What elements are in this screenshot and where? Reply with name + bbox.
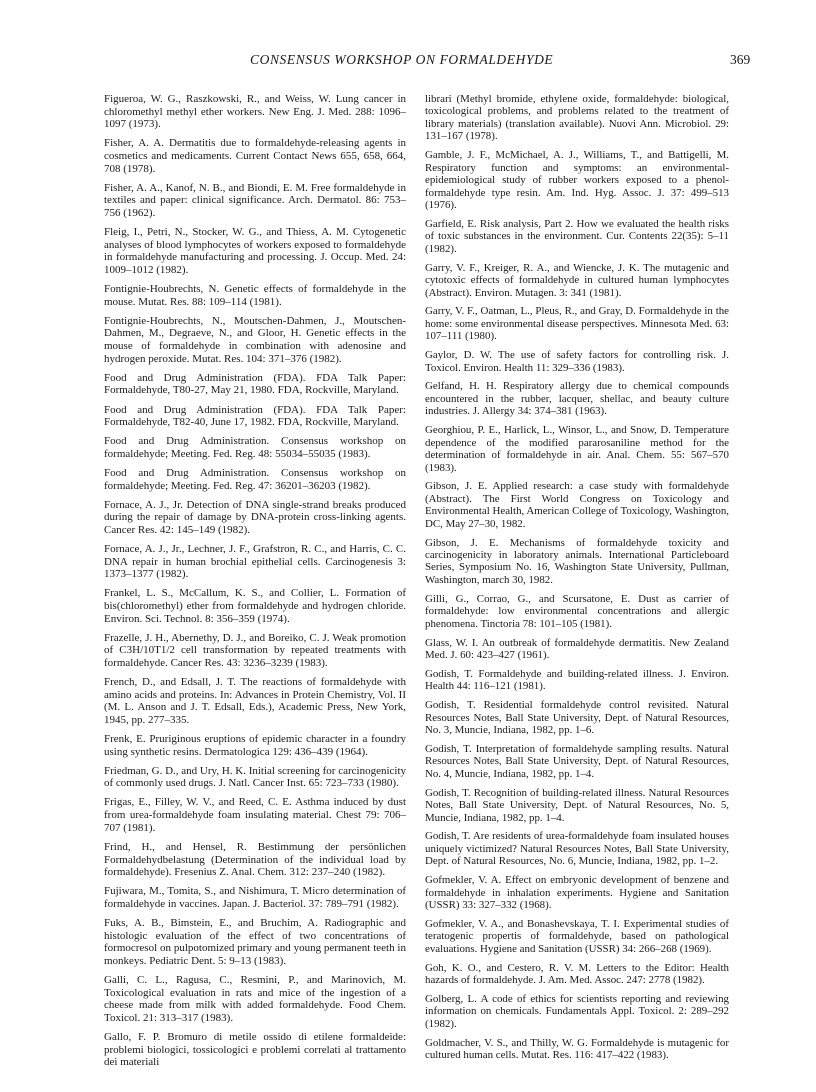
reference-entry: Godish, T. Residential formaldehyde control revisited. Natural Resources Notes, Ball State University, Dept. of Natural Resources, No. 3, Muncie, Indiana, 1982, pp. 1–6.: [425, 699, 729, 737]
reference-entry: Food and Drug Administration (FDA). FDA Talk Paper: Formaldehyde, T80-27, May 21, 1980. FDA, Rockville, Maryland.: [104, 371, 406, 397]
reference-entry: Gaylor, D. W. The use of safety factors for controlling risk. J. Toxicol. Environ. Health 11: 329–336 (1983).: [425, 349, 729, 374]
reference-entry: Frankel, L. S., McCallum, K. S., and Collier, L. Formation of bis(chloromethyl) ether from formaldehyde and hydrogen chloride. Environ. Sci. Technol. 8: 356–359 (1974).: [104, 587, 406, 625]
reference-entry: Gelfand, H. H. Respiratory allergy due to chemical compounds encountered in the rubber, lacquer, shellac, and beauty culture industries. J. Allergy 34: 374–381 (1963).: [425, 380, 729, 418]
reference-entry: Galli, C. L., Ragusa, C., Resmini, P., and Marinovich, M. Toxicological evaluation in rats and mice of the ingestion of a cheese made from milk with added formaldehyde. Food Chem. Toxicol. 21: 313–317 (1983).: [104, 973, 406, 1024]
reference-entry: Food and Drug Administration. Consensus workshop on formaldehyde; Meeting. Fed. Reg. 48: 55034–55035 (1983).: [104, 435, 406, 460]
page-number: 369: [730, 52, 751, 67]
reference-entry: Food and Drug Administration. Consensus workshop on formaldehyde; Meeting. Fed. Reg. 47: 36201–36203 (1982).: [104, 466, 406, 492]
reference-entry: Gibson, J. E. Applied research: a case study with formaldehyde (Abstract). The First World Congress on Toxicology and Environmental Health, American College of Toxicology, Washington, DC, May 27–30, 1982.: [425, 480, 729, 530]
reference-entry: Gamble, J. F., McMichael, A. J., Williams, T., and Battigelli, M. Respiratory function and symptoms: an environmental-epidemiological study of rubber workers exposed to a phenol-formaldehyde type resin. Am. Ind. Hyg. Assoc. J. 37: 499–513 (1976).: [425, 149, 729, 212]
reference-entry: Fontignie-Houbrechts, N. Genetic effects of formaldehyde in the mouse. Mutat. Res. 88: 109–114 (1981).: [104, 283, 406, 308]
reference-entry: Frazelle, J. H., Abernethy, D. J., and Boreiko, C. J. Weak promotion of C3H/10T1/2 cell transformation by repeated treatments with formaldehyde. Cancer Res. 43: 3236–3239 (1983).: [104, 631, 406, 670]
reference-entry: Fornace, A. J., Jr. Detection of DNA single-strand breaks produced during the repair of damage by DNA-protein cross-linking agents. Cancer Res. 42: 145–149 (1982).: [104, 498, 406, 536]
reference-entry: Gibson, J. E. Mechanisms of formaldehyde toxicity and carcinogenicity in laboratory animals. International Particleboard Series, Symposium No. 16, Washington State University, Pullman, Washington, march 30, 1982.: [425, 536, 729, 586]
reference-entry: Fisher, A. A. Dermatitis due to formaldehyde-releasing agents in cosmetics and medicaments. Current Contact News 655, 658, 664, 708 (1978).: [104, 137, 406, 175]
reference-entry: Fujiwara, M., Tomita, S., and Nishimura, T. Micro determination of formaldehyde in vaccines. Japan. J. Bacteriol. 37: 789–791 (1982).: [104, 885, 406, 910]
reference-entry: Fornace, A. J., Jr., Lechner, J. F., Grafstron, R. C., and Harris, C. C. DNA repair in human brochial epithelial cells. Carcinogenesis 3: 1373–1377 (1982).: [104, 542, 406, 581]
reference-entry: Godish, T. Recognition of building-related illness. Natural Resources Notes, Ball State University, Dept. of Natural Resources, No. 5, Muncie, Indiana, 1982, pp. 1–4.: [425, 786, 729, 824]
reference-entry: Glass, W. I. An outbreak of formaldehyde dermatitis. New Zealand Med. J. 60: 423–427 (1961).: [425, 636, 729, 661]
reference-entry: Gilli, G., Corrao, G., and Scursatone, E. Dust as carrier of formaldehyde: low environmental concentrations and allergic phenomena. Tinctoria 78: 101–105 (1981).: [425, 592, 729, 630]
reference-entry: Frind, H., and Hensel, R. Bestimmung der persönlichen Formaldehydbelastung (Determination of the individual load by formaldehyde). Fresenius Z. Anal. Chem. 312: 237–240 (1982).: [104, 840, 406, 879]
reference-entry: Fontignie-Houbrechts, N., Moutschen-Dahmen, J., Moutschen-Dahmen, M., Degraeve, N., and Gloor, H. Genetic effects in the mouse of formaldehyde in combination with adenosine and hydrogen peroxide. Mutat. Res. 104: 371–376 (1982).: [104, 314, 406, 365]
reference-entry: Fisher, A. A., Kanof, N. B., and Biondi, E. M. Free formaldehyde in textiles and paper: clinical significance. Arch. Dermatol. 86: 753–756 (1962).: [104, 181, 406, 220]
reference-entry: Garry, V. F., Kreiger, R. A., and Wiencke, J. K. The mutagenic and cytotoxic effects of formaldehyde in cultured human lymphocytes (Abstract). Environ. Mutagen. 3: 341 (1981).: [425, 261, 729, 299]
reference-entry: Garry, V. F., Oatman, L., Pleus, R., and Gray, D. Formaldehyde in the home: some environmental disease perspectives. Minnesota Med. 63: 107–111 (1980).: [425, 305, 729, 343]
reference-entry: Godish, T. Formaldehyde and building-related illness. J. Environ. Health 44: 116–121 (1981).: [425, 667, 729, 693]
reference-entry: Friedman, G. D., and Ury, H. K. Initial screening for carcinogenicity of commonly used drugs. J. Natl. Cancer Inst. 65: 723–733 (1980).: [104, 764, 407, 790]
reference-entry: French, D., and Edsall, J. T. The reactions of formaldehyde with amino acids and proteins. In: Advances in Protein Chemistry, Vol. II (M. L. Anson and J. T. Edsall, Eds.), Academic Press, New York, 1945, pp. 277–335.: [104, 676, 406, 727]
reference-entry: Godish, T. Interpretation of formaldehyde sampling results. Natural Resources Notes, Ball State University, Dept. of Natural Resources, No. 4, Muncie, Indiana, 1982, pp. 1–4.: [425, 742, 729, 780]
reference-column-left: [104, 93, 406, 1075]
reference-entry: Gofmekler, V. A., and Bonashevskaya, T. I. Experimental studies of teratogenic propertis of formaldehyde, based on pathological evaluations. Hygiene and Sanitation (USSR) 34: 266–268 (1969).: [425, 917, 729, 955]
reference-entry: Food and Drug Administration (FDA). FDA Talk Paper: Formaldehyde, T82-40, June 17, 1982. FDA, Rockville, Maryland.: [104, 403, 406, 429]
page-header: [0, 52, 816, 72]
reference-entry: Gofmekler, V. A. Effect on embryonic development of benzene and formaldehyde in inhalation experiments. Hygiene and Sanitation (USSR) 33: 327–332 (1968).: [425, 874, 729, 912]
reference-entry: Garfield, E. Risk analysis, Part 2. How we evaluated the health risks of toxic substances in the environment. Cur. Contents 22(35): 5–11 (1982).: [425, 217, 729, 255]
reference-entry: Figueroa, W. G., Raszkowski, R., and Weiss, W. Lung cancer in chloromethyl methyl ether workers. New Eng. J. Med. 288: 1096–1097 (1973).: [104, 93, 406, 131]
reference-entry: librari (Methyl bromide, ethylene oxide, formaldehyde: biological, toxicological problems, and problems related to the treatment of library materials) (translation available). Nuovi Ann. Microbiol. 29: 131–167 (1978).: [425, 93, 729, 143]
reference-entry: Fleig, I., Petri, N., Stocker, W. G., and Thiess, A. M. Cytogenetic analyses of blood lymphocytes of workers exposed to formaldehyde in formaldehyde manufacturing and processing. J. Occup. Med. 24: 1009–1012 (1982).: [104, 226, 406, 277]
reference-entry: Frenk, E. Pruriginous eruptions of epidemic character in a foundry using synthetic resins. Dermatologica 129: 436–439 (1964).: [104, 733, 406, 758]
reference-entry: Gallo, F. P. Bromuro di metile ossido di etilene formaldeide: problemi biologici, tossicologici e problemi correlati al trattamento dei materiali: [104, 1030, 406, 1069]
reference-column-right: [425, 93, 729, 1068]
reference-entry: Golberg, L. A code of ethics for scientists reporting and reviewing information on chemicals. Fundamentals Appl. Toxicol. 2: 289–292 (1982).: [425, 992, 729, 1030]
running-title: CONSENSUS WORKSHOP ON FORMALDEHYDE: [250, 52, 554, 67]
reference-entry: Fuks, A. B., Bimstein, E., and Bruchim, A. Radiographic and histologic evaluation of the effect of two concentrations of formocresol on pulpotomized primary and young permanent teeth in monkeys. Pediatric Dent. 5: 9–13 (1983).: [104, 916, 406, 967]
reference-entry: Goh, K. O., and Cestero, R. V. M. Letters to the Editor: Health hazards of formaldehyde. J. Am. Med. Assoc. 247: 2778 (1982).: [425, 961, 729, 987]
reference-entry: Frigas, E., Filley, W. V., and Reed, C. E. Asthma induced by dust from urea-formaldehyde foam insulating material. Chest 79: 706–707 (1981).: [104, 796, 406, 834]
reference-entry: Godish, T. Are residents of urea-formaldehyde foam insulated houses uniquely victimized? Natural Resources Notes, Ball State University, Dept. of Natural Resources, No. 6, Muncie, Indiana, 1982, pp. 1–2.: [425, 830, 729, 868]
reference-entry: Goldmacher, V. S., and Thilly, W. G. Formaldehyde is mutagenic for cultured human cells. Mutat. Res. 116: 417–422 (1983).: [425, 1036, 729, 1062]
reference-entry: Georghiou, P. E., Harlick, L., Winsor, L., and Snow, D. Temperature dependence of the modified pararosaniline method for the determination of formaldehyde in air. Anal. Chem. 55: 567–570 (1983).: [425, 424, 729, 474]
